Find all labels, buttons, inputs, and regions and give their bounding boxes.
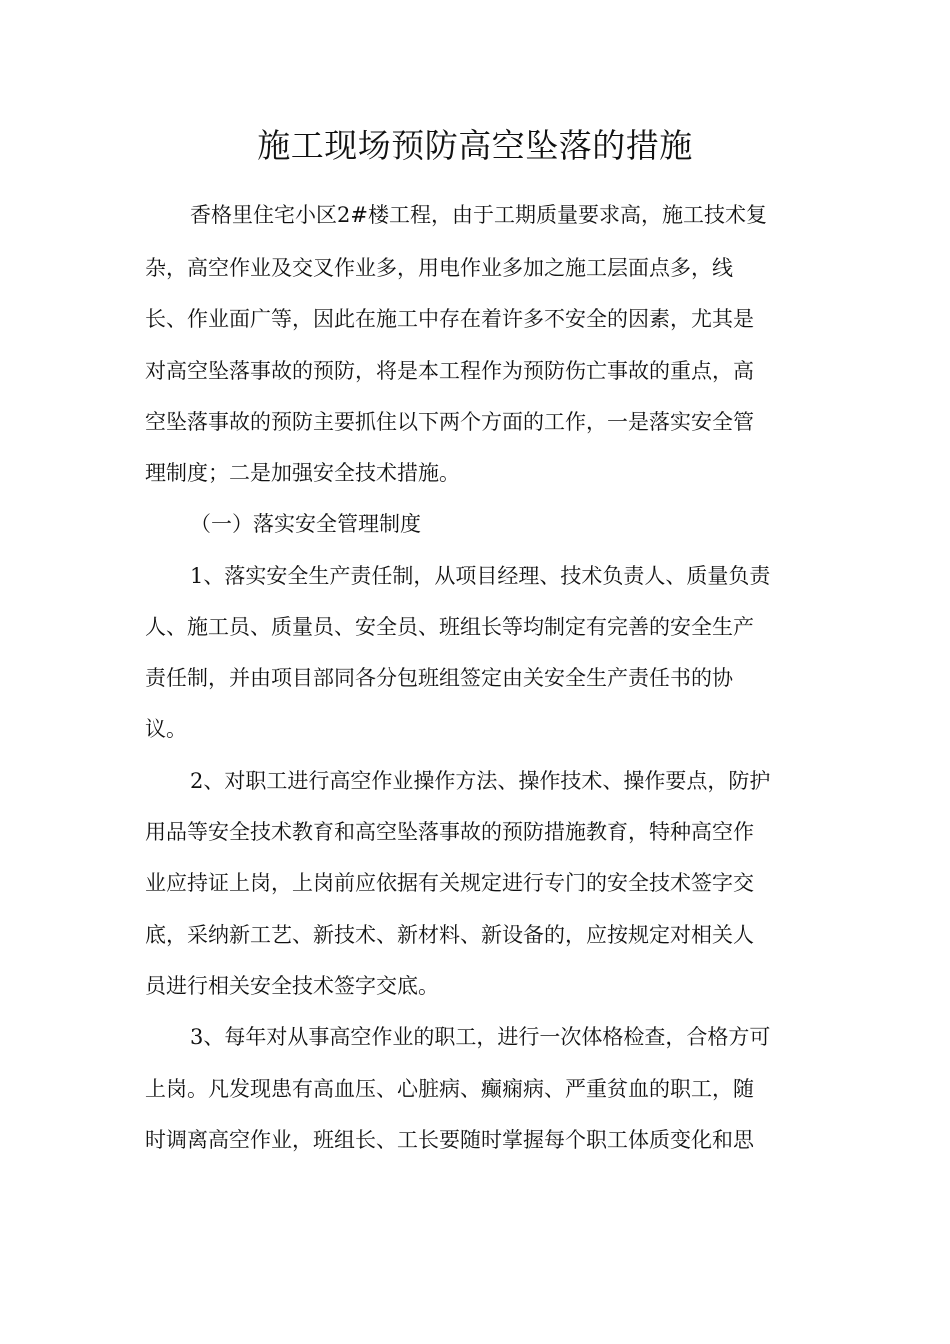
paragraph-line: 理制度；二是加强安全技术措施。 [145,461,460,485]
paragraph-line: 人、施工员、质量员、安全员、班组长等均制定有完善的安全生产 [145,615,754,639]
paragraph-line: 上岗。凡发现患有高血压、心脏病、癫痫病、严重贫血的职工，随 [145,1077,754,1101]
paragraph-line: 员进行相关安全技术签字交底。 [145,974,439,998]
paragraph-line: 业应持证上岗，上岗前应依据有关规定进行专门的安全技术签字交 [145,871,754,895]
paragraph-line: 责任制，并由项目部同各分包班组签定由关安全生产责任书的协 [145,666,733,690]
paragraph-line: 杂，高空作业及交叉作业多，用电作业多加之施工层面点多，线 [145,256,733,280]
paragraph-line: 空坠落事故的预防主要抓住以下两个方面的工作，一是落实安全管 [145,410,754,434]
paragraph-line: 用品等安全技术教育和高空坠落事故的预防措施教育，特种高空作 [145,820,754,844]
paragraph-line: 1、落实安全生产责任制，从项目经理、技术负责人、质量负责 [190,564,771,588]
paragraph-line: 2、对职工进行高空作业操作方法、操作技术、操作要点，防护 [190,769,771,793]
paragraph-line: 议。 [145,717,187,741]
document-title: 施工现场预防高空坠落的措施 [257,126,693,165]
paragraph-line: 底，采纳新工艺、新技术、新材料、新设备的，应按规定对相关人 [145,923,754,947]
paragraph-line: 时调离高空作业，班组长、工长要随时掌握每个职工体质变化和思 [145,1128,754,1152]
paragraph-line: 香格里住宅小区2#楼工程，由于工期质量要求高，施工技术复 [190,203,767,227]
paragraph-line: 长、作业面广等，因此在施工中存在着许多不安全的因素，尤其是 [145,307,754,331]
paragraph-line: 对高空坠落事故的预防，将是本工程作为预防伤亡事故的重点，高 [145,359,754,383]
paragraph-line: 3、每年对从事高空作业的职工，进行一次体格检查，合格方可 [190,1025,771,1049]
section-heading: （一）落实安全管理制度 [190,512,421,536]
